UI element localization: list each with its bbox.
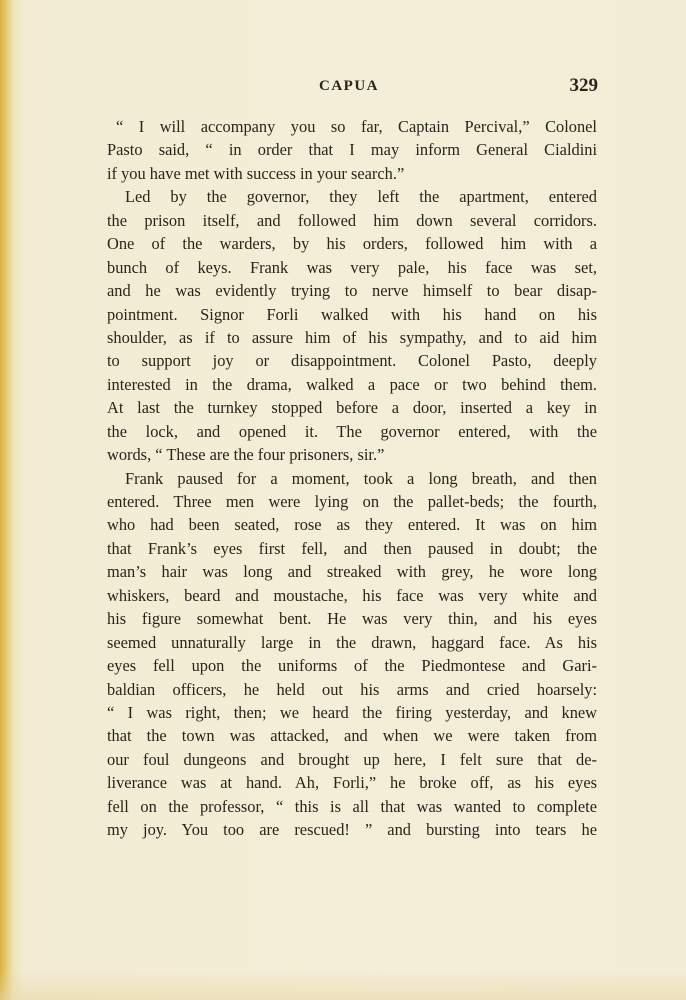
text-line: whiskers, beard and moustache, his face was very white and: [107, 585, 597, 605]
text-line: baldian officers, he held out his arms and cried hoarsely:: [107, 679, 597, 699]
text-line: to support joy or disappointment. Colonel Pasto, deeply: [107, 351, 597, 371]
text-line: the lock, and opened it. The governor entered, with the: [107, 421, 597, 441]
text-line: that Frank’s eyes first fell, and then paused in doubt; the: [107, 538, 597, 558]
text-line: who had been seated, rose as they entered. It was on him: [107, 515, 597, 535]
text-line: our foul dungeons and brought up here, I felt sure that de-: [107, 749, 597, 769]
text-line: man’s hair was long and streaked with grey, he wore long: [107, 562, 597, 582]
text-line: bunch of keys. Frank was very pale, his face was set,: [107, 257, 597, 277]
text-line: eyes fell upon the uniforms of the Piedmontese and Gari-: [107, 656, 597, 676]
text-line: “ I was right, then; we heard the firing yesterday, and knew: [107, 702, 597, 722]
text-line: One of the warders, by his orders, followed him with a: [107, 234, 597, 254]
body-text: [107, 115, 597, 842]
text-line: fell on the professor, “ this is all that was wanted to complete: [107, 796, 597, 816]
text-line: “ I will accompany you so far, Captain Percival,” Colonel: [116, 117, 597, 136]
text-line: At last the turnkey stopped before a door, inserted a key in: [107, 398, 597, 418]
text-line: Frank paused for a moment, took a long breath, and then: [125, 468, 597, 488]
text-line: my joy. You too are rescued! ” and bursting into tears he: [107, 820, 597, 840]
text-line: and he was evidently trying to nerve himself to bear disap-: [107, 281, 597, 301]
text-line: if you have met with success in your search.”: [107, 163, 405, 183]
text-line: his figure somewhat bent. He was very thin, and his eyes: [107, 609, 597, 629]
text-line: interested in the drama, walked a pace or two behind them.: [107, 374, 597, 394]
text-line: words, “ These are the four prisoners, sir.”: [107, 445, 385, 465]
text-line: the prison itself, and followed him down several corridors.: [107, 210, 597, 230]
text-line: entered. Three men were lying on the pallet-beds; the fourth,: [107, 492, 597, 511]
text-line: that the town was attacked, and when we were taken from: [107, 726, 597, 746]
text-line: seemed unnaturally large in the drawn, haggard face. As his: [107, 632, 597, 652]
text-line: liverance was at hand. Ah, Forli,” he broke off, as his eyes: [107, 773, 597, 793]
running-title: CAPUA: [319, 78, 379, 94]
text-line: Pasto said, “ in order that I may inform General Cialdini: [107, 140, 597, 160]
page-number: 329: [569, 75, 598, 96]
page-header: [100, 75, 598, 102]
text-line: pointment. Signor Forli walked with his hand on his: [107, 304, 597, 324]
text-line: shoulder, as if to assure him of his sympathy, and to aid him: [107, 327, 597, 347]
text-line: Led by the governor, they left the apartment, entered: [125, 187, 597, 207]
